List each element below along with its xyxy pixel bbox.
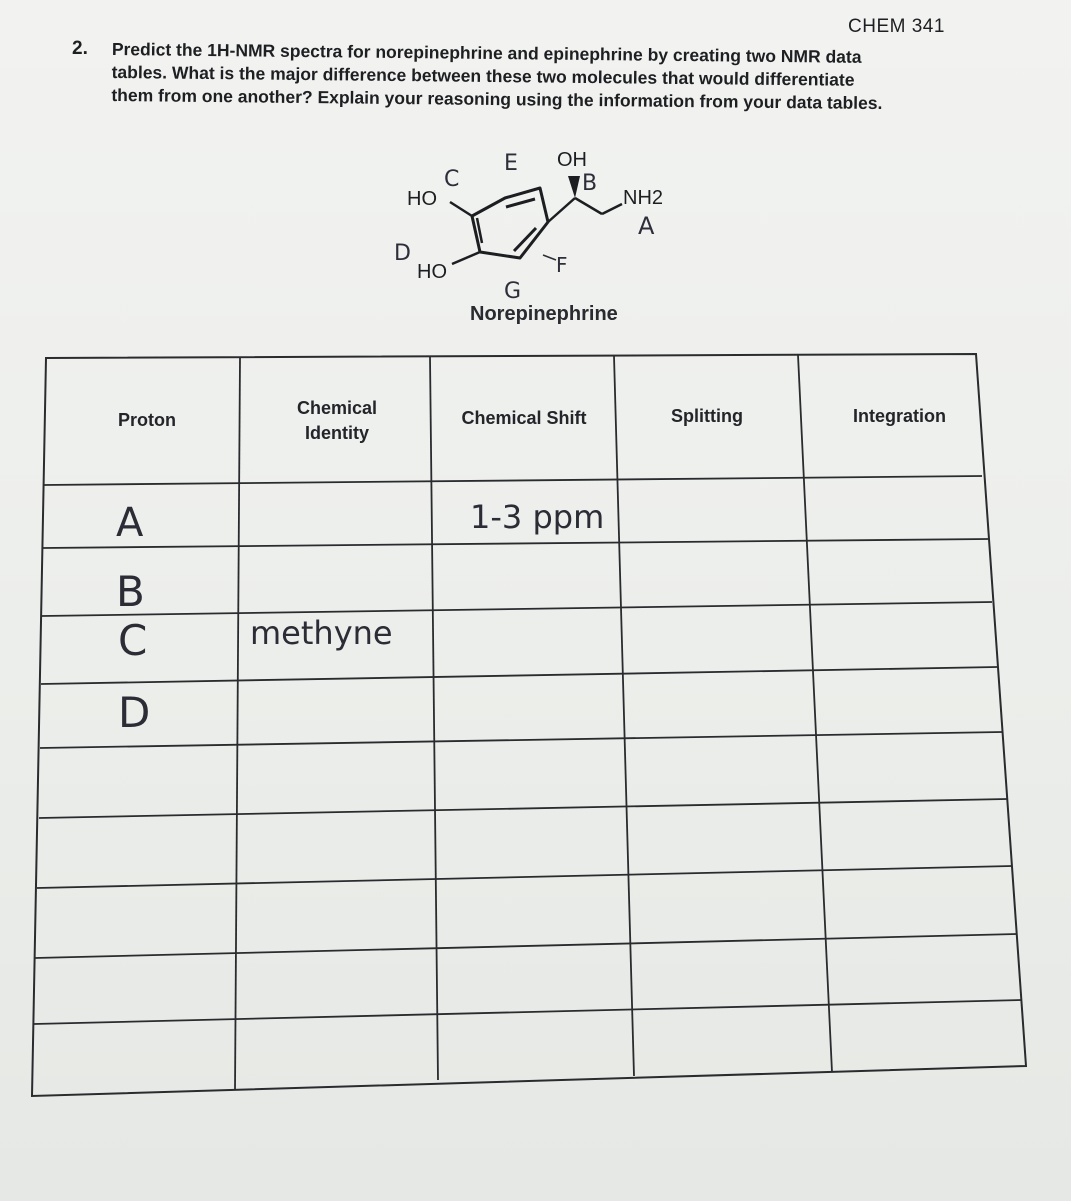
question-line: Predict the 1H-NMR spectra for norepinephrine and epinephrine by creating two NMR data — [111, 38, 862, 67]
header-integration: Integration — [853, 406, 946, 426]
row-line — [34, 1000, 1022, 1024]
row-a-chemical-shift: 1-3 ppm — [470, 498, 605, 536]
oh-label: OH — [557, 149, 587, 171]
ho-upper-label: HO — [407, 188, 437, 210]
hand-label-e: E — [504, 151, 518, 176]
bond-ho-upper — [450, 202, 472, 216]
row-line — [44, 476, 982, 485]
row-line — [37, 866, 1012, 888]
double-bond — [506, 199, 535, 207]
row-line — [42, 602, 992, 616]
header-proton: Proton — [118, 410, 176, 430]
row-line — [39, 799, 1007, 818]
bond-chain-2 — [575, 198, 602, 214]
hand-arrow-f — [543, 255, 556, 260]
nmr-data-table — [32, 352, 1032, 1102]
hand-label-b: B — [582, 171, 598, 196]
hand-label-f: F — [556, 253, 568, 277]
row-proton-c: C — [118, 616, 148, 665]
header-splitting: Splitting — [671, 406, 743, 426]
hand-label-g: G — [504, 279, 522, 304]
row-proton-d: D — [118, 688, 151, 737]
question-line: tables. What is the major difference between these two molecules that would differentiate — [111, 61, 855, 90]
benzene-ring — [472, 188, 548, 258]
question-number: 2. — [72, 38, 88, 59]
row-line — [43, 539, 988, 548]
nh2-text: NH2 — [623, 187, 664, 209]
ho-lower-label: HO — [417, 261, 447, 283]
row-line — [35, 934, 1017, 958]
column-line — [235, 358, 240, 1090]
table-grid — [32, 352, 1032, 1102]
row-line — [41, 667, 997, 684]
question-line: them from one another? Explain your reasoning using the information from your data tables. — [111, 84, 883, 114]
question-text — [111, 38, 962, 116]
nh2-label — [623, 187, 663, 209]
molecule-name: Norepinephrine — [470, 303, 618, 325]
row-proton-a: A — [116, 500, 144, 546]
column-line — [798, 355, 832, 1072]
column-line — [430, 357, 438, 1080]
bond-chain-1 — [548, 198, 575, 222]
row-proton-b: B — [116, 567, 145, 616]
hand-label-a: A — [638, 212, 655, 240]
row-c-chemical-identity: methyne — [250, 614, 393, 652]
wedge-bond-oh — [568, 176, 580, 198]
table-border — [32, 354, 1026, 1096]
header-chemical-shift: Chemical Shift — [461, 408, 587, 428]
hand-label-d: D — [394, 241, 411, 266]
bond-ho-lower — [452, 252, 480, 264]
header-chemical-identity: Chemical Identity — [296, 398, 378, 443]
course-code: CHEM 341 — [848, 16, 945, 37]
bond-chain-3 — [602, 204, 622, 214]
column-line — [614, 356, 634, 1076]
row-line — [40, 732, 1002, 748]
hand-label-c: C — [444, 167, 460, 192]
